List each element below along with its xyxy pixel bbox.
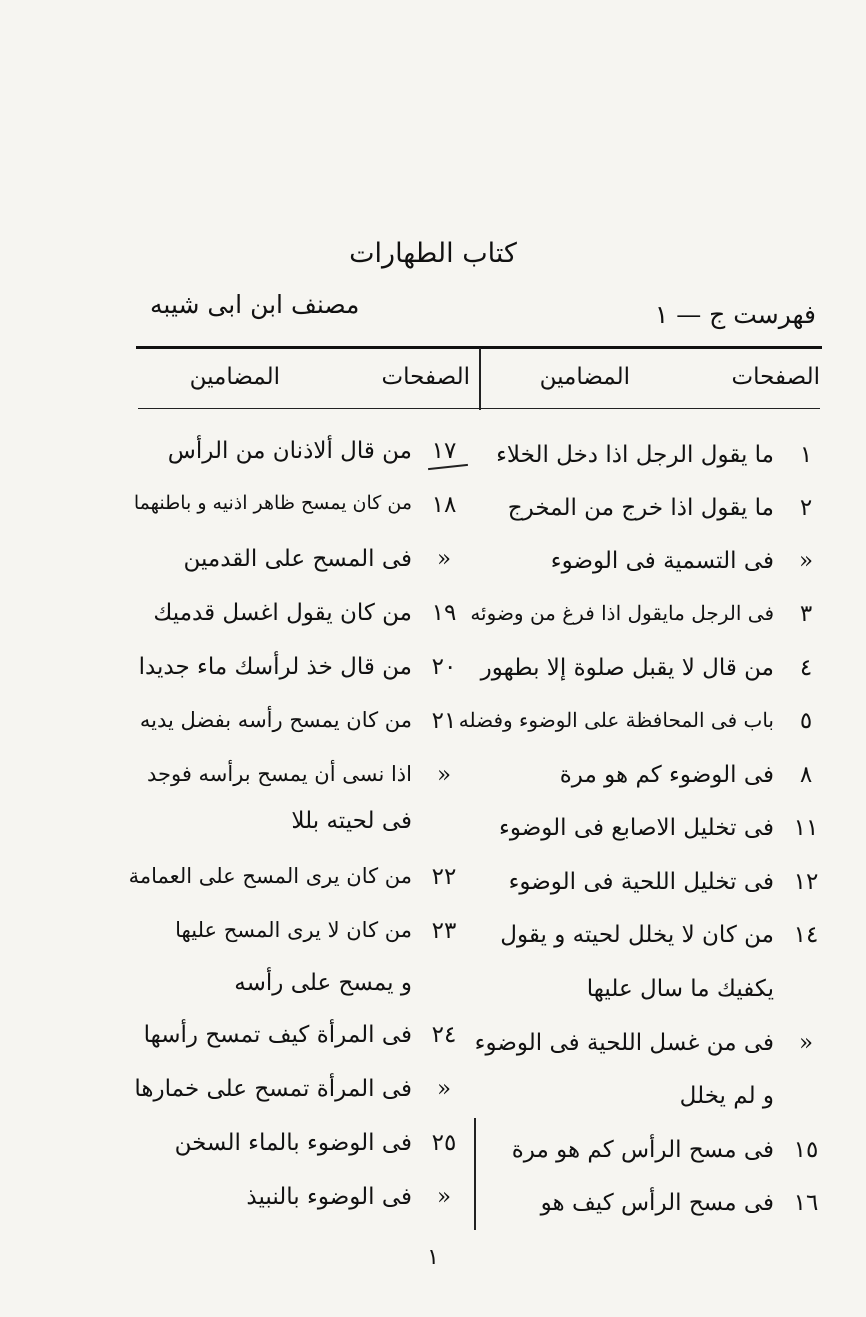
list-item	[476, 922, 826, 962]
entry-page: ١١	[793, 815, 819, 841]
list-item	[476, 815, 826, 855]
entry-topic: من كان يقول اغسل قدميك	[153, 600, 412, 626]
entry-page: ١	[799, 442, 813, 468]
entry-page: ٢٣	[431, 918, 457, 944]
entry-topic: من كان لا يرى المسح عليها	[175, 918, 412, 942]
list-item	[134, 654, 464, 694]
entry-page: ١٥	[793, 1137, 819, 1163]
book-name: مصنف ابن ابى شيبه	[150, 290, 360, 319]
column-header-rule	[138, 408, 820, 409]
entry-page: ٢٥	[431, 1130, 457, 1156]
entry-page: ٢٠	[431, 654, 457, 680]
list-item	[134, 600, 464, 640]
entry-topic: فى المرأة تمسح على خمارها	[134, 1076, 412, 1102]
list-item	[134, 762, 464, 802]
list-item	[134, 1130, 464, 1170]
entry-topic: من قال لا يقبل صلوة إلا بطهور	[480, 655, 774, 681]
entry-topic: فى المرأة كيف تمسح رأسها	[143, 1022, 412, 1048]
list-item	[134, 708, 464, 748]
entry-page: ٥	[799, 708, 813, 734]
entry-page: ١٢	[793, 869, 819, 895]
entry-page: ٢	[799, 495, 813, 521]
list-item	[476, 548, 826, 588]
page-number: ١	[427, 1245, 439, 1270]
entry-topic: فى من غسل اللحية فى الوضوء	[474, 1030, 774, 1056]
entry-topic: فى المسح على القدمين	[183, 546, 412, 572]
entry-topic: فى لحيته بللا	[291, 808, 412, 834]
entry-page: ٢١	[431, 708, 457, 734]
list-item	[476, 655, 826, 695]
entry-page: «	[436, 1184, 452, 1210]
entry-topic: من كان يمسح ظاهر اذنيه و باطنهما	[133, 492, 412, 514]
entry-topic: من قال خذ لرأسك ماء جديدا	[138, 654, 412, 680]
list-item	[134, 546, 464, 586]
page-title: كتاب الطهارات	[349, 238, 517, 269]
list-item	[476, 1030, 826, 1070]
entry-topic: و يمسح على رأسه	[234, 970, 412, 996]
list-item	[134, 1184, 464, 1224]
list-item	[476, 1190, 826, 1230]
entry-topic: من كان يمسح رأسه بفضل يديه	[139, 708, 412, 732]
right-topics-header: المضامين	[539, 364, 630, 390]
entry-page: ٢٤	[431, 1022, 457, 1048]
entry-page: ٤	[799, 655, 813, 681]
entry-topic: فى الوضوء كم هو مرة	[559, 762, 774, 788]
entry-topic: فى الوضوء بالماء السخن	[174, 1130, 412, 1156]
entry-topic: من قال ألاذنان من الرأس	[167, 438, 412, 464]
entry-page: ١٩	[431, 600, 457, 626]
list-item	[134, 808, 464, 848]
list-item	[470, 601, 826, 641]
list-item	[134, 492, 464, 532]
left-pages-header: الصفحات	[381, 364, 470, 390]
entry-topic: من كان يرى المسح على العمامة	[128, 864, 412, 888]
list-item	[476, 495, 826, 535]
entry-page: ٢٢	[431, 864, 457, 890]
entry-topic: اذا نسى أن يمسح برأسه فوجد	[146, 762, 412, 786]
entry-topic: فى مسح الرأس كم هو مرة	[511, 1137, 774, 1163]
list-item	[134, 1076, 464, 1116]
entry-page: «	[798, 1030, 814, 1056]
entry-topic: من كان لا يخلل لحيته و يقول	[500, 922, 774, 948]
list-item	[134, 438, 464, 478]
index-label: فهرست ج — ١	[654, 300, 816, 329]
list-item	[134, 918, 464, 958]
list-item	[476, 442, 826, 482]
list-item	[476, 762, 826, 802]
entry-page: «	[436, 546, 452, 572]
entry-page: ١٧	[431, 438, 457, 464]
list-item	[134, 970, 464, 1010]
entry-page: ١٨	[431, 492, 457, 518]
entry-page: «	[436, 762, 452, 788]
list-item	[134, 1022, 464, 1062]
entry-topic: فى الوضوء بالنبيذ	[246, 1184, 412, 1210]
entry-page: ٨	[799, 762, 813, 788]
entry-topic: فى التسمية فى الوضوء	[550, 548, 774, 574]
entry-page: «	[436, 1076, 452, 1102]
list-item	[476, 869, 826, 909]
entry-topic: ما يقول اذا خرج من المخرج	[507, 495, 774, 521]
entry-topic: ما يقول الرجل اذا دخل الخلاء	[496, 442, 774, 468]
entry-topic: فى تخليل الاصابع فى الوضوء	[499, 815, 774, 841]
list-item	[476, 976, 826, 1016]
entry-page: «	[798, 548, 814, 574]
entry-page: ١٦	[793, 1190, 819, 1216]
list-item	[128, 864, 464, 904]
left-topics-header: المضامين	[189, 364, 280, 390]
entry-page: ١٤	[793, 922, 819, 948]
entry-topic: فى مسح الرأس كيف هو	[540, 1190, 774, 1216]
entry-topic: و لم يخلل	[679, 1083, 774, 1109]
list-item	[476, 1083, 826, 1123]
right-pages-header: الصفحات	[731, 364, 820, 390]
column-divider-top	[479, 348, 481, 410]
entry-topic: فى الرجل مايقول اذا فرغ من وضوئه	[470, 601, 774, 625]
list-item	[476, 1137, 826, 1177]
entry-topic: فى تخليل اللحية فى الوضوء	[508, 869, 774, 895]
entry-topic: يكفيك ما سال عليها	[586, 976, 774, 1002]
entry-page: ٣	[799, 601, 813, 627]
list-item	[458, 708, 826, 748]
entry-topic: باب فى المحافظة على الوضوء وفضله	[458, 708, 774, 732]
